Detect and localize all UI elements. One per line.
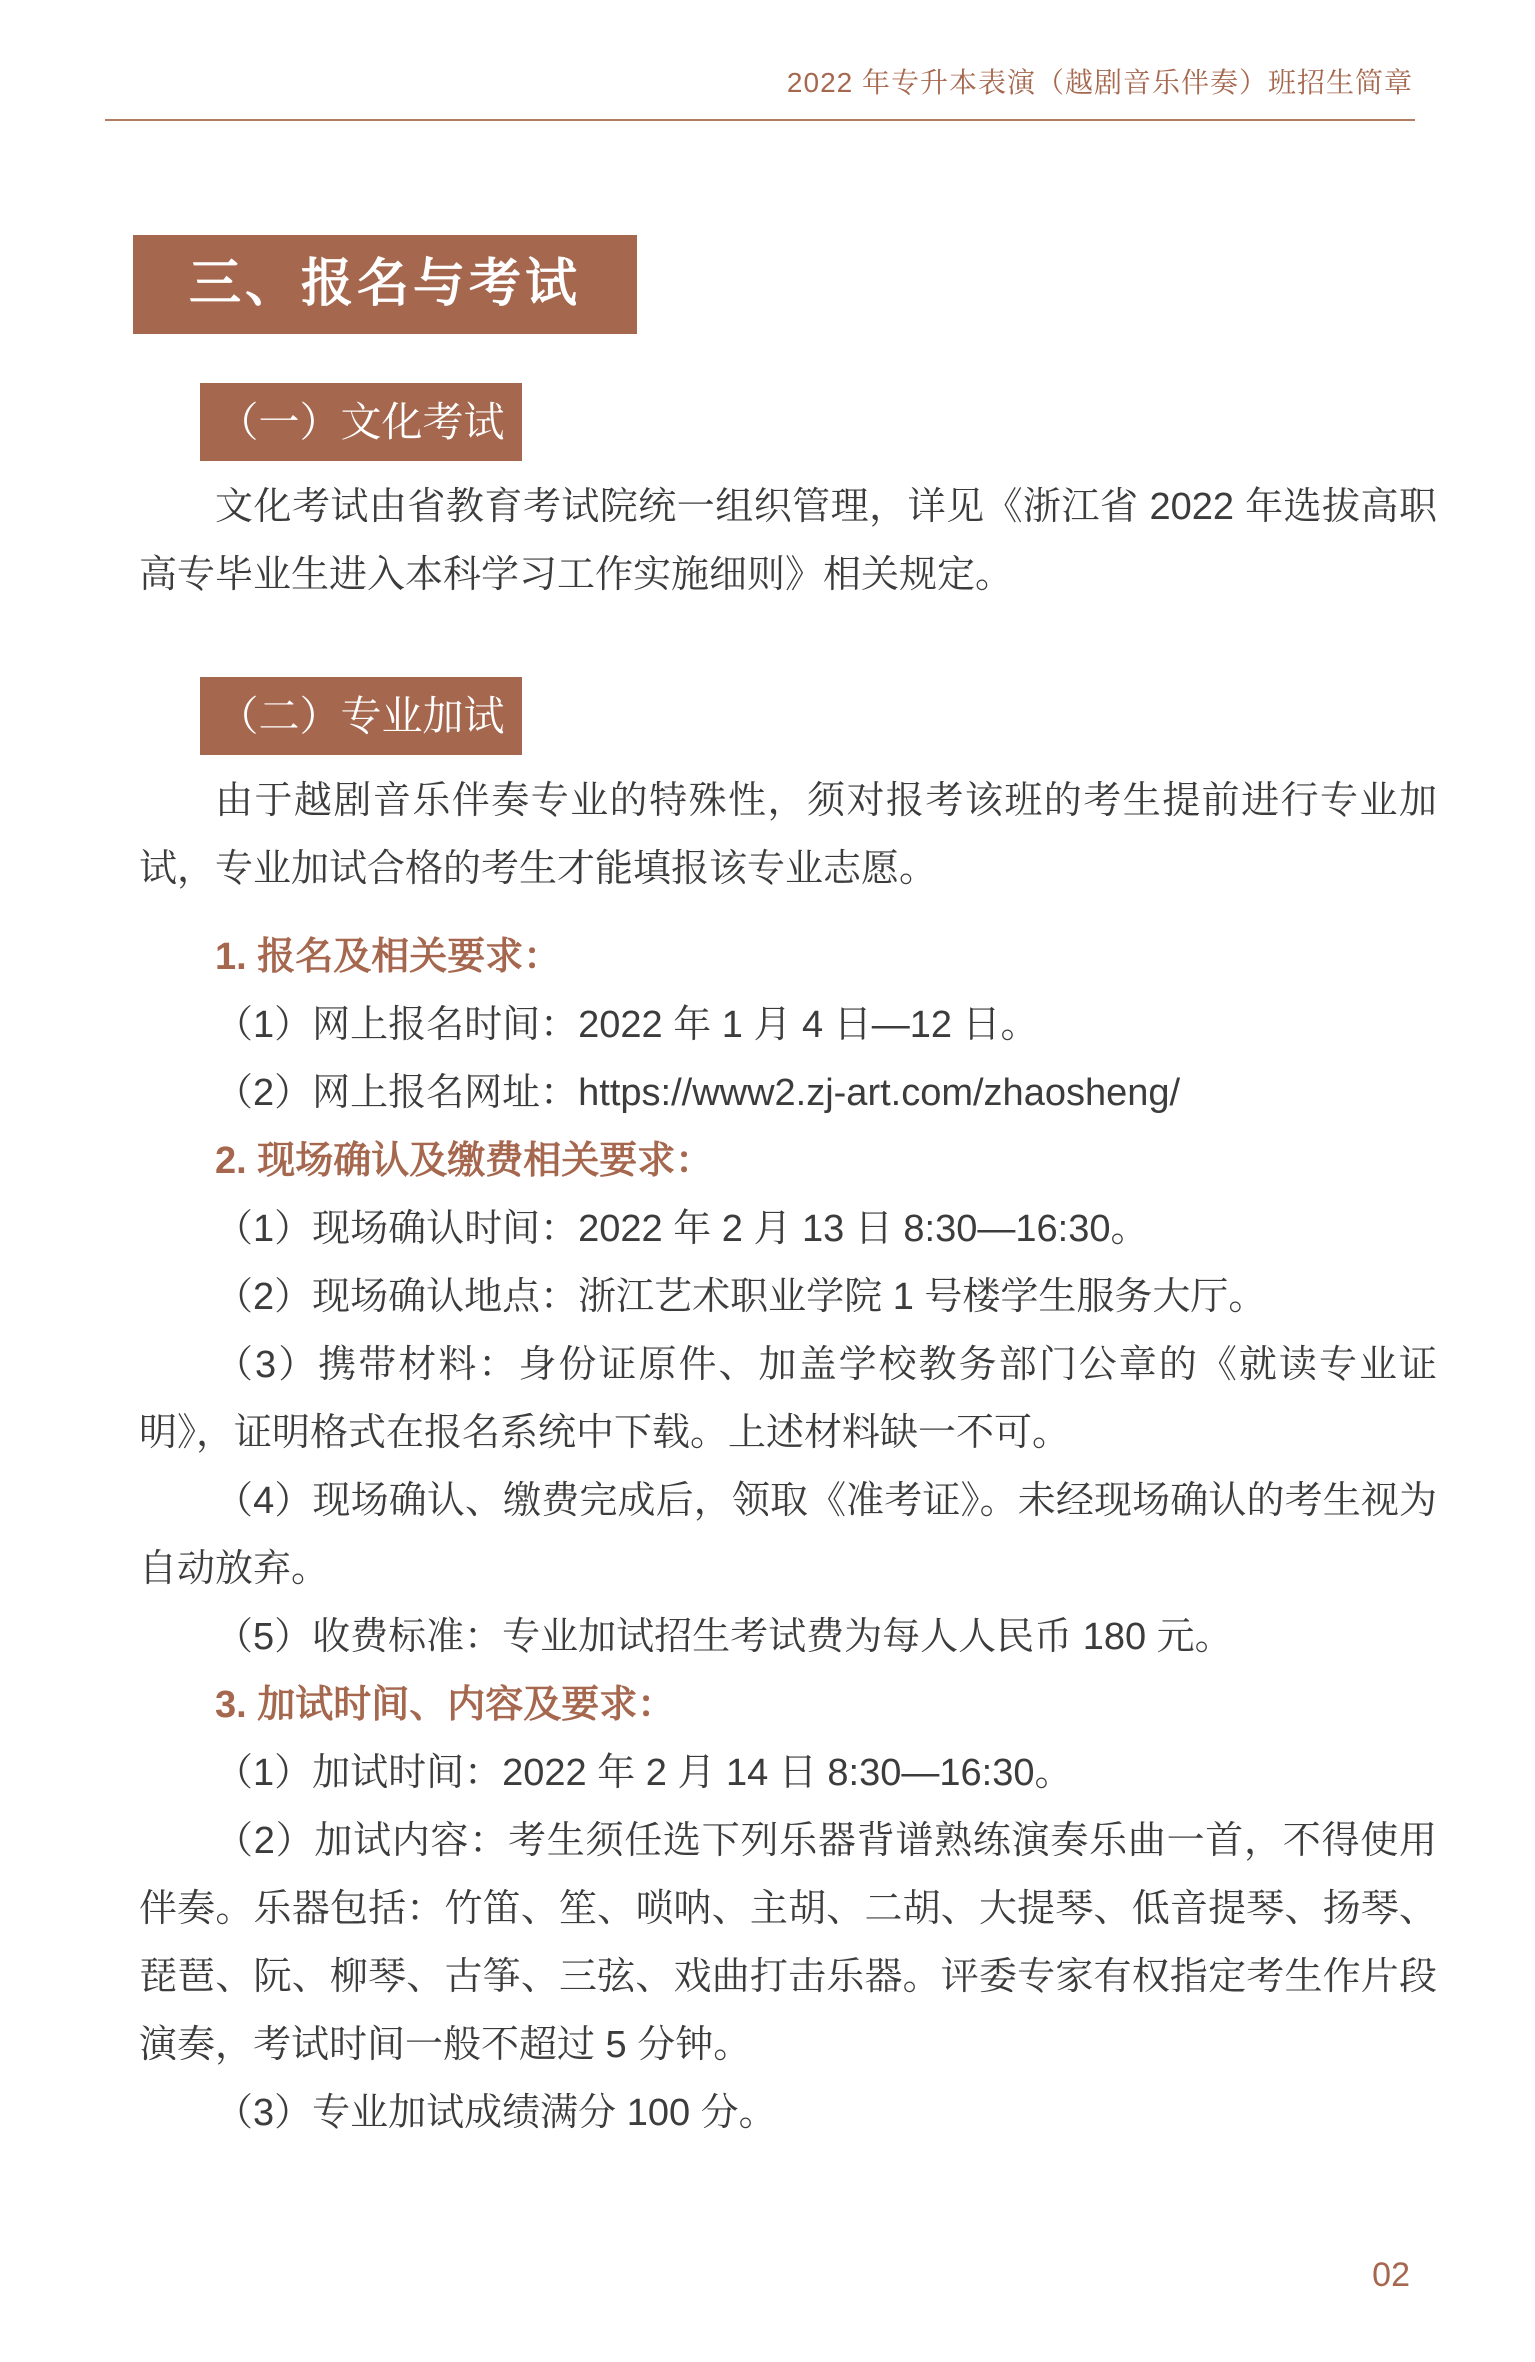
header-title: 2022 年专升本表演（越剧音乐伴奏）班招生简章 (786, 67, 1413, 98)
list-item-3-1: （1）加试时间：2022 年 2 月 14 日 8:30—16:30。 (215, 1752, 1073, 1794)
list-item-2-2: （2）现场确认地点：浙江艺术职业学院 1 号楼学生服务大厅。 (215, 1276, 1267, 1318)
page-number: 02 (1372, 2256, 1410, 2294)
header-rule (105, 119, 1415, 121)
subsection-1-label-box: （一）文化考试 (200, 383, 522, 461)
list-item-3-3: （3）专业加试成绩满分 100 分。 (215, 2092, 777, 2134)
subsection-2-label-box: （二）专业加试 (200, 677, 522, 755)
list-item-3-2: （2）加试内容：考生须任选下列乐器背谱熟练演奏乐曲一首，不得使用伴奏。乐器包括：竹笛、笙、唢呐、主胡、二胡、大提琴、低音提琴、扬琴、琵琶、阮、柳琴、古筝、三弦、戏曲打击乐器。评委专家有权指定考生作片段演奏，考试时间一般不超过 5 分钟。 (139, 1820, 1437, 2066)
list-item-1-2-registration-url: （2）网上报名网址：https://www2.zj-art.com/zhaosheng/ (215, 1072, 1181, 1114)
list-item-2-3: （3）携带材料：身份证原件、加盖学校教务部门公章的《就读专业证明》，证明格式在报名系统中下载。上述材料缺一不可。 (139, 1344, 1437, 1454)
subsection-1-paragraph: 文化考试由省教育考试院统一组织管理，详见《浙江省 2022 年选拔高职高专毕业生进入本科学习工作实施细则》相关规定。 (139, 486, 1437, 596)
list-item-2-5: （5）收费标准：专业加试招生考试费为每人人民币 180 元。 (215, 1616, 1233, 1658)
numbered-heading-1: 1. 报名及相关要求： (215, 936, 562, 978)
numbered-heading-2: 2. 现场确认及缴费相关要求： (215, 1140, 714, 1182)
list-item-1-1: （1）网上报名时间：2022 年 1 月 4 日—12 日。 (215, 1004, 1039, 1046)
numbered-heading-3: 3. 加试时间、内容及要求： (215, 1684, 676, 1726)
list-item-2-1: （1）现场确认时间：2022 年 2 月 13 日 8:30—16:30。 (215, 1208, 1149, 1250)
content-area (139, 473, 1437, 609)
main-section-title-box: 三、报名与考试 (133, 235, 637, 334)
list-item-2-4: （4）现场确认、缴费完成后，领取《准考证》。未经现场确认的考生视为自动放弃。 (139, 1480, 1437, 1590)
content-area-2 (139, 767, 1437, 2147)
subsection-2-paragraph: 由于越剧音乐伴奏专业的特殊性，须对报考该班的考生提前进行专业加试，专业加试合格的考生才能填报该专业志愿。 (139, 780, 1437, 890)
